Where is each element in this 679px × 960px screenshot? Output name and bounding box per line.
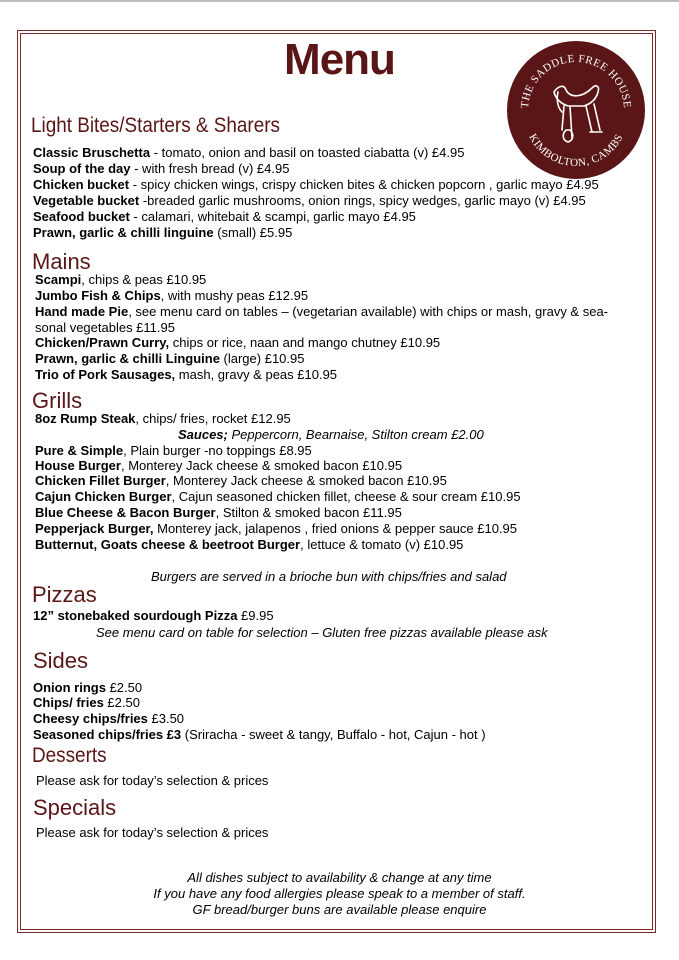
menu-item: Trio of Pork Sausages, mash, gravy & peas £10.95 <box>35 367 338 382</box>
logo-bottom-text: KIMBOLTON, CAMBS <box>526 131 626 170</box>
page-title: Menu <box>284 35 395 84</box>
menu-item: Classic Bruschetta - tomato, onion and basil on toasted ciabatta (v) £4.95 <box>33 145 465 160</box>
section-heading-mains: Mains <box>32 249 91 274</box>
desserts-text: Please ask for today’s selection & prices <box>36 773 269 788</box>
menu-item: Seafood bucket - calamari, whitebait & scampi, garlic mayo £4.95 <box>33 209 416 224</box>
menu-item: Hand made Pie, see menu card on tables – (vegetarian available) with chips or mash, gravy & sea- <box>35 304 608 319</box>
menu-item: 12” stonebaked sourdough Pizza £9.95 <box>33 608 274 623</box>
menu-item: Prawn, garlic & chilli Linguine (large) £10.95 <box>35 351 305 366</box>
sauces-line: Sauces; Peppercorn, Bearnaise, Stilton cream £2.00 <box>178 427 484 442</box>
menu-item: Jumbo Fish & Chips, with mushy peas £12.95 <box>35 288 309 303</box>
section-heading-sides: Sides <box>33 648 89 673</box>
menu-item: Prawn, garlic & chilli linguine (small) £5.95 <box>33 225 293 240</box>
menu-item: Chicken bucket - spicy chicken wings, crispy chicken bites & chicken popcorn , garlic mayo £4.95 <box>33 177 599 192</box>
menu-item: Chicken Fillet Burger, Monterey Jack cheese & smoked bacon £10.95 <box>35 473 447 488</box>
menu-item: Seasoned chips/fries £3 (Sriracha - sweet & tangy, Buffalo - hot, Cajun - hot ) <box>33 727 486 742</box>
pizza-note: See menu card on table for selection – Gluten free pizzas available please ask <box>96 625 548 640</box>
specials-text: Please ask for today’s selection & prices <box>36 825 269 840</box>
top-divider <box>0 0 679 2</box>
burger-note: Burgers are served in a brioche bun with chips/fries and salad <box>151 569 507 584</box>
footer-line: GF bread/burger buns are available please enquire <box>192 902 487 917</box>
menu-item: Chips/ fries £2.50 <box>33 695 140 710</box>
section-heading-light-bites: Light Bites/Starters & Sharers <box>31 114 280 137</box>
saddle-logo <box>506 40 646 180</box>
menu-item: Scampi, chips & peas £10.95 <box>35 272 207 287</box>
footer-line: If you have any food allergies please speak to a member of staff. <box>153 886 526 901</box>
section-heading-specials: Specials <box>33 795 117 820</box>
footer-line: All dishes subject to availability & change at any time <box>187 870 492 885</box>
menu-item: Butternut, Goats cheese & beetroot Burger, lettuce & tomato (v) £10.95 <box>35 537 464 552</box>
menu-item: 8oz Rump Steak, chips/ fries, rocket £12.95 <box>35 411 291 426</box>
menu-item: Chicken/Prawn Curry, chips or rice, naan and mango chutney £10.95 <box>35 335 441 350</box>
section-heading-pizzas: Pizzas <box>32 582 97 607</box>
menu-item: Blue Cheese & Bacon Burger, Stilton & smoked bacon £11.95 <box>35 505 402 520</box>
menu-item: Pepperjack Burger, Monterey jack, jalapenos , fried onions & pepper sauce £10.95 <box>35 521 518 536</box>
menu-item: Soup of the day - with fresh bread (v) £4.95 <box>33 161 290 176</box>
menu-item: Cajun Chicken Burger, Cajun seasoned chicken fillet, cheese & sour cream £10.95 <box>35 489 521 504</box>
menu-item: House Burger, Monterey Jack cheese & smoked bacon £10.95 <box>35 458 403 473</box>
menu-item: Pure & Simple, Plain burger -no toppings £8.95 <box>35 443 312 458</box>
menu-item: Vegetable bucket -breaded garlic mushrooms, onion rings, spicy wedges, garlic mayo (v) £4.95 <box>33 193 586 208</box>
section-heading-grills: Grills <box>32 388 83 413</box>
menu-item: sonal vegetables £11.95 <box>35 320 175 335</box>
section-heading-desserts: Desserts <box>32 744 107 767</box>
menu-item: Onion rings £2.50 <box>33 680 143 695</box>
logo-top-text: THE SADDLE FREE HOUSE <box>518 52 634 109</box>
menu-item: Cheesy chips/fries £3.50 <box>33 711 185 726</box>
